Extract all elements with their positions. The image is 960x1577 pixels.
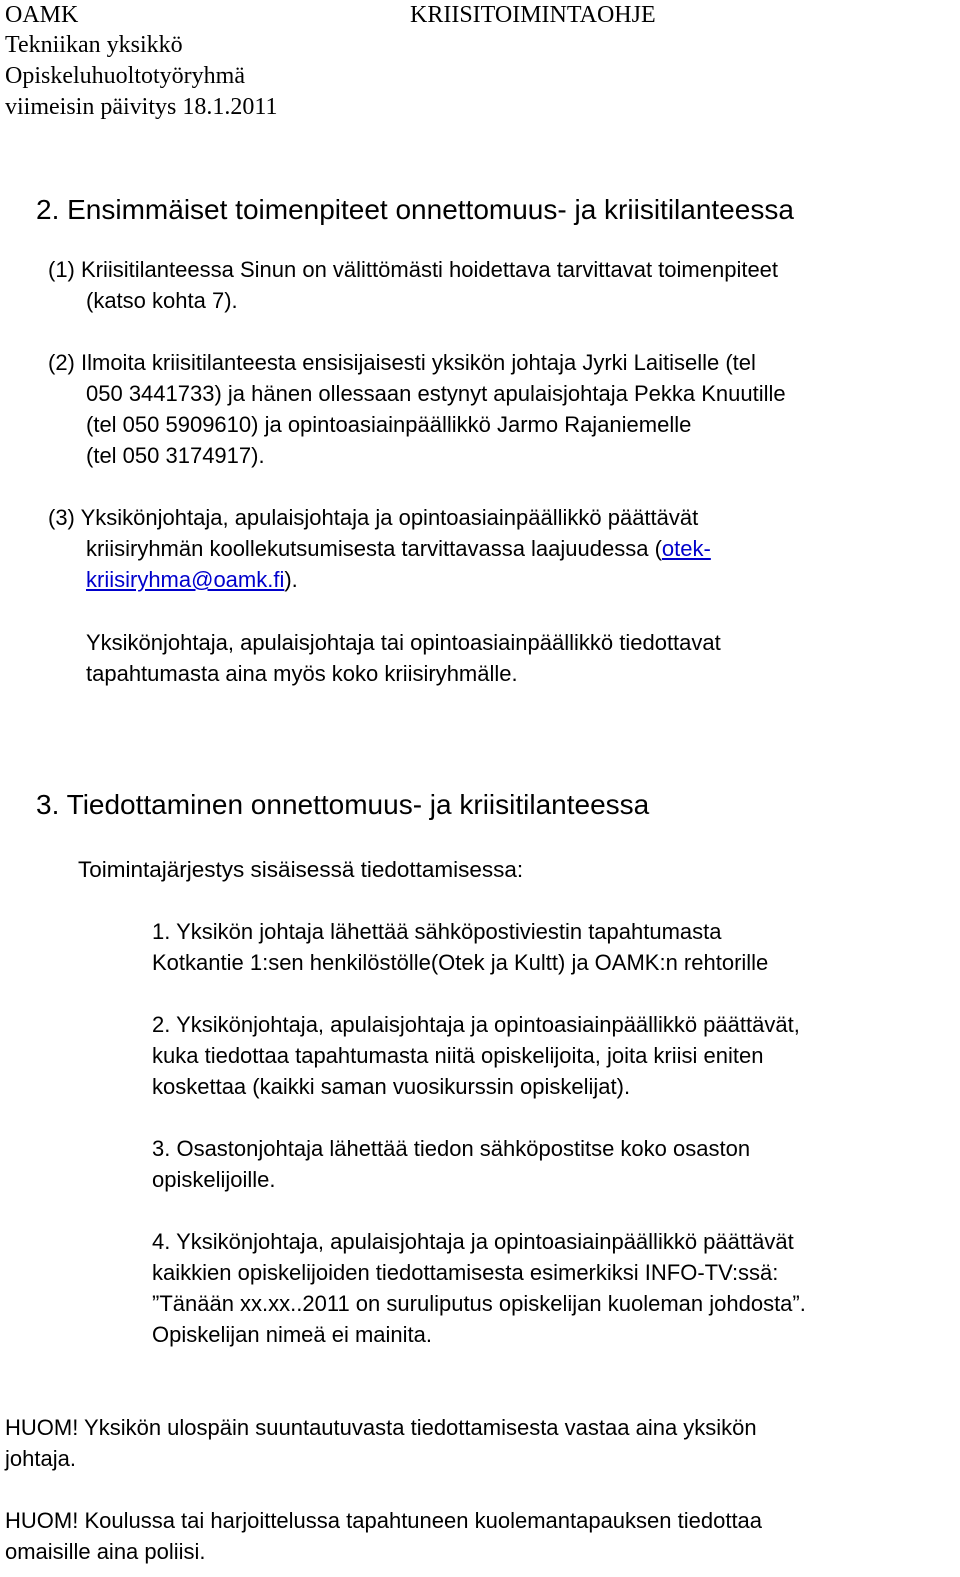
s3-item4-line2: kaikkien opiskelijoiden tiedottamisesta esimerkiksi INFO-TV:ssä: — [152, 1260, 779, 1285]
s2-p2-line2: 050 3441733) ja hänen ollessaan estynyt apulaisjohtaja Pekka Knuutille — [86, 381, 786, 406]
header-doc-title: KRIISITOIMINTAOHJE — [410, 2, 656, 28]
header-unit: Tekniikan yksikkö — [5, 32, 183, 58]
s2-p3-line3-tail: ). — [284, 567, 298, 592]
section-3-title: 3. Tiedottaminen onnettomuus- ja kriisitilanteessa — [36, 789, 650, 820]
s2-p3-line3 — [86, 564, 298, 595]
s3-item2-line1: 2. Yksikönjohtaja, apulaisjohtaja ja opintoasiainpäällikkö päättävät, — [152, 1012, 800, 1037]
s2-p3-line1: (3) Yksikönjohtaja, apulaisjohtaja ja opintoasiainpäällikkö päättävät — [48, 505, 699, 530]
header-org: OAMK — [5, 2, 79, 28]
section-2-title: 2. Ensimmäiset toimenpiteet onnettomuus- ja kriisitilanteessa — [36, 194, 794, 225]
s2-p4-line1: Yksikönjohtaja, apulaisjohtaja tai opintoasiainpäällikkö tiedottavat — [86, 630, 721, 655]
s2-p3-line2-text: kriisiryhmän koollekutsumisesta tarvittavassa laajuudessa ( — [86, 536, 662, 561]
s2-p2-line1: (2) Ilmoita kriisitilanteesta ensisijaisesti yksikön johtaja Jyrki Laitiselle (tel — [48, 350, 756, 375]
s2-p2-line3: (tel 050 5909610) ja opintoasiainpäällikkö Jarmo Rajaniemelle — [86, 412, 692, 437]
s2-p4-line2: tapahtumasta aina myös koko kriisiryhmälle. — [86, 661, 518, 686]
header-updated: viimeisin päivitys 18.1.2011 — [5, 94, 278, 120]
s2-p1-line2: (katso kohta 7). — [86, 288, 238, 313]
header-group: Opiskeluhuoltotyöryhmä — [5, 63, 245, 89]
s3-item2-line2: kuka tiedottaa tapahtumasta niitä opiskelijoita, joita kriisi eniten — [152, 1043, 764, 1068]
s3-item1-line1: 1. Yksikön johtaja lähettää sähköpostiviestin tapahtumasta — [152, 919, 722, 944]
s3-item4-line1: 4. Yksikönjohtaja, apulaisjohtaja ja opintoasiainpäällikkö päättävät — [152, 1229, 794, 1254]
s3-item1-line2: Kotkantie 1:sen henkilöstölle(Otek ja Kultt) ja OAMK:n rehtorille — [152, 950, 769, 975]
note1-line1: HUOM! Yksikön ulospäin suuntautuvasta tiedottamisesta vastaa aina yksikön — [5, 1415, 757, 1440]
s2-p1-line1: (1) Kriisitilanteessa Sinun on välittömästi hoidettava tarvittavat toimenpiteet — [48, 257, 779, 282]
s2-p3-line2 — [86, 533, 711, 564]
note1-line2: johtaja. — [5, 1446, 76, 1471]
section-3-subtitle: Toimintajärjestys sisäisessä tiedottamisessa: — [78, 857, 524, 882]
email-link-part2[interactable]: kriisiryhma@oamk.fi — [86, 567, 285, 592]
s3-item3-line2: opiskelijoille. — [152, 1167, 276, 1192]
s3-item3-line1: 3. Osastonjohtaja lähettää tiedon sähköpostitse koko osaston — [152, 1136, 751, 1161]
email-link-part1[interactable]: otek- — [661, 536, 711, 561]
s2-p2-line4: (tel 050 3174917). — [86, 443, 265, 468]
s3-item2-line3: koskettaa (kaikki saman vuosikurssin opiskelijat). — [152, 1074, 631, 1099]
s3-item4-line3: ”Tänään xx.xx..2011 on suruliputus opiskelijan kuoleman johdosta”. — [152, 1291, 806, 1316]
note2-line2: omaisille aina poliisi. — [5, 1539, 206, 1564]
note2-line1: HUOM! Koulussa tai harjoittelussa tapahtuneen kuolemantapauksen tiedottaa — [5, 1508, 763, 1533]
s3-item4-line4: Opiskelijan nimeä ei mainita. — [152, 1322, 433, 1347]
